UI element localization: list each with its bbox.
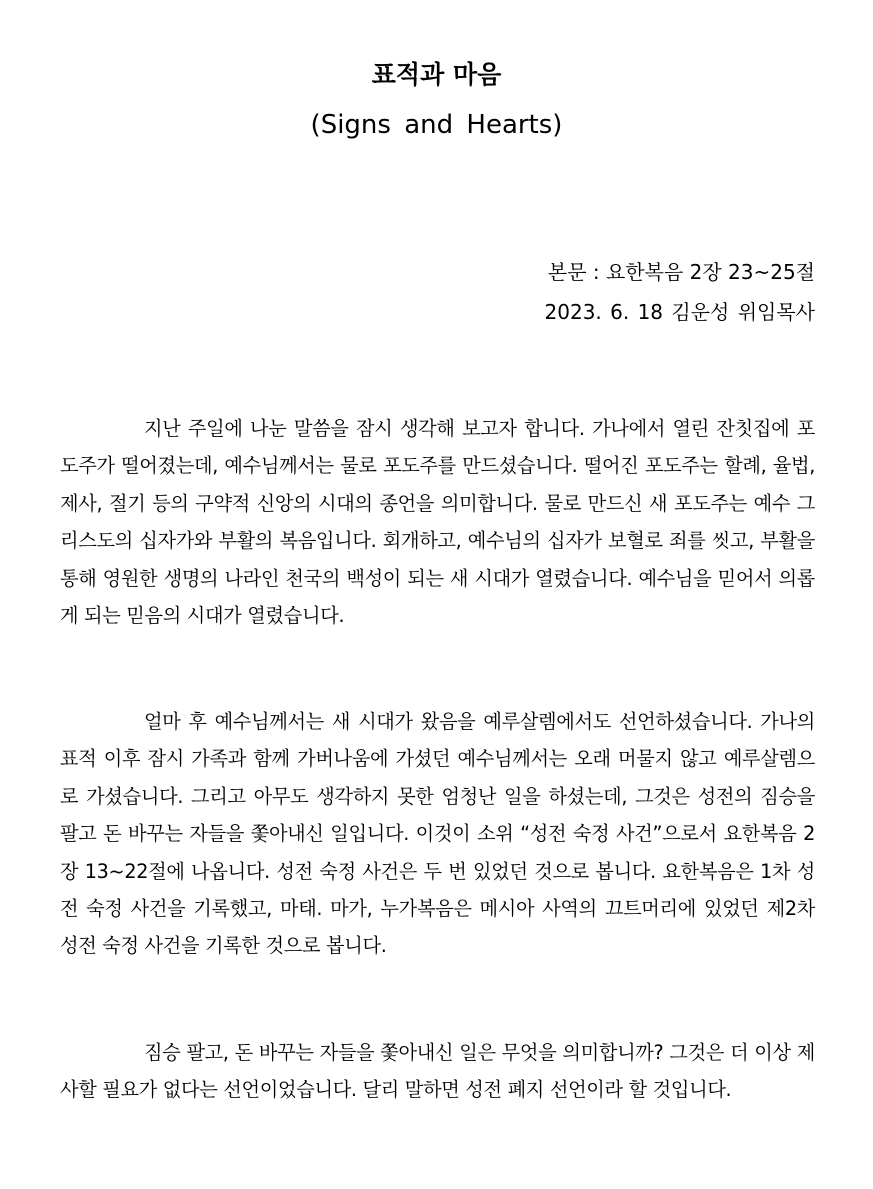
body-paragraph-2: 얼마 후 예수님께서는 새 시대가 왔음을 예루살렘에서도 선언하셨습니다. 가나의 표적 이후 잠시 가족과 함께 가버나움에 가셨던 예수님께서는 오래 머물지 않고 예루살렘으로 가셨습니다. 그리고 아무도 생각하지 못한 엄청난 일을 하셨는데, 그것은 성전의 짐승을 팔고 돈 바꾸는 자들을 쫓아내신 일입니다. 이것이 소위 “성전 숙정 사건”으로서 요한복음 2장 13~22절에 나옵니다. 성전 숙정 사건은 두 번 있었던 것으로 봅니다. 요한복음은 1차 성전 숙정 사건을 기록했고, 마태. 마가, 누가복음은 메시아 사역의 끄트머리에 있었던 제2차 성전 숙정 사건을 기록한 것으로 봅니다. bbox=[60, 710, 815, 958]
body-paragraph-3: 짐승 팔고, 돈 바꾸는 자들을 쫓아내신 일은 무엇을 의미합니까? 그것은 더 이상 제사할 필요가 없다는 선언이었습니다. 달리 말하면 성전 폐지 선언이라 할 것입니다. bbox=[60, 1041, 815, 1102]
scripture-passage: 본문 : 요한복음 2장 23~25절 bbox=[547, 260, 815, 284]
body-paragraph-1: 지난 주일에 나눈 말씀을 잠시 생각해 보고자 합니다. 가나에서 열린 잔칫집에 포도주가 떨어졌는데, 예수님께서는 물로 포도주를 만드셨습니다. 떨어진 포도주는 할례, 율법, 제사, 절기 등의 구약적 신앙의 시대의 종언을 의미합니다. 물로 만드신 새 포도주는 예수 그리스도의 십자가와 부활의 복음입니다. 회개하고, 예수님의 십자가 보혈로 죄를 씻고, 부활을 통해 영원한 생명의 나라인 천국의 백성이 되는 새 시대가 열렸습니다. 예수님을 믿어서 의롭게 되는 믿음의 시대가 열렸습니다. bbox=[60, 417, 815, 628]
sermon-title-korean: 표적과 마음 bbox=[371, 60, 502, 89]
date-and-author: 2023. 6. 18 김운성 위임목사 bbox=[544, 300, 815, 324]
sermon-title-english: (Signs and Hearts) bbox=[310, 110, 563, 140]
